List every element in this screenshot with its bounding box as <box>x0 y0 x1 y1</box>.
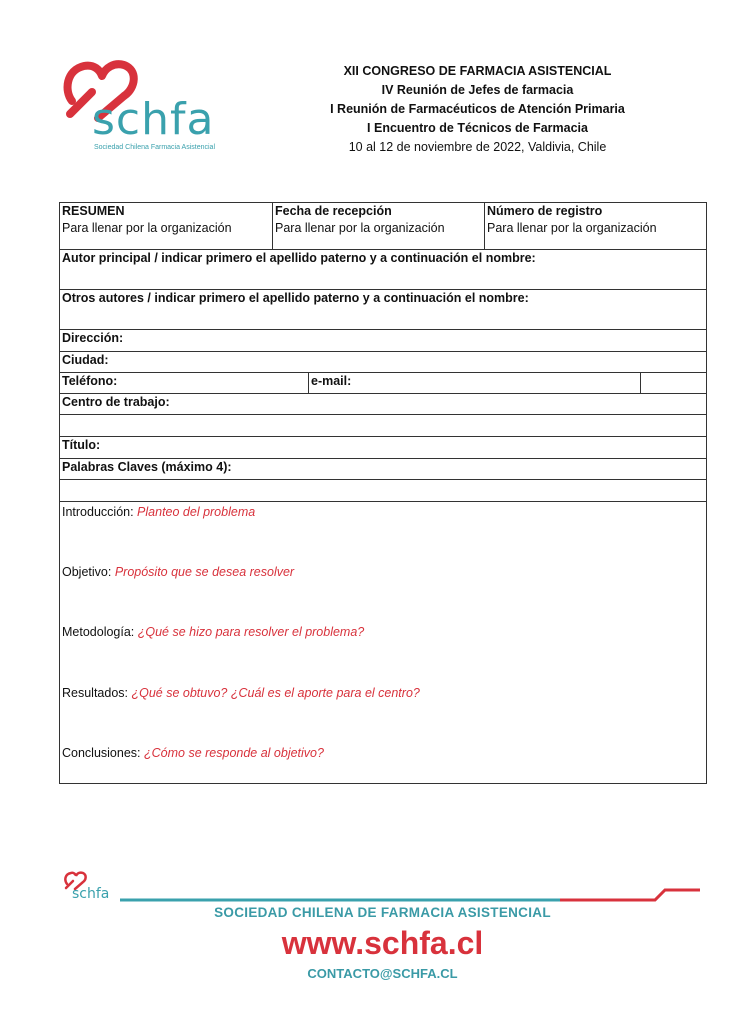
header-line-5: 10 al 12 de noviembre de 2022, Valdivia, Chile <box>348 140 607 154</box>
abstract-form <box>59 202 707 784</box>
fecha-title: Fecha de recepción <box>275 204 392 218</box>
autor-principal-row[interactable] <box>60 249 706 289</box>
header-line-4: I Encuentro de Técnicos de Farmacia <box>367 121 588 135</box>
centro-value-row[interactable] <box>60 414 706 436</box>
otros-autores-row[interactable] <box>60 289 706 329</box>
conclusiones-label: Conclusiones: <box>62 746 144 760</box>
telefono-label[interactable]: Teléfono: <box>62 374 118 388</box>
telefono-email-row <box>60 372 706 393</box>
resultados-hint: ¿Qué se obtuvo? ¿Cuál es el aporte para el centro? <box>131 686 420 700</box>
objetivo-section <box>62 565 294 579</box>
footer-divider <box>120 886 705 906</box>
palabras-label: Palabras Claves (máximo 4): <box>62 460 232 474</box>
intro-hint: Planteo del problema <box>137 505 256 519</box>
schfa-logo <box>62 56 237 156</box>
logo-tagline: Sociedad Chilena Farmacia Asistencial <box>94 144 216 151</box>
intro-label: Introducción: <box>62 505 138 519</box>
header-line-2: IV Reunión de Jefes de farmacia <box>381 83 574 97</box>
footer-logo <box>64 870 124 908</box>
form-header-row <box>60 203 706 249</box>
titulo-row[interactable] <box>60 436 706 458</box>
registro-title: Número de registro <box>487 204 603 218</box>
header-line-3: I Reunión de Farmacéuticos de Atención Primaria <box>330 102 625 116</box>
conclusiones-hint: ¿Cómo se responde al objetivo? <box>144 746 324 760</box>
resumen-title: RESUMEN <box>62 204 125 218</box>
congress-header <box>300 62 655 157</box>
centro-row[interactable] <box>60 393 706 414</box>
palabras-value-row[interactable] <box>60 479 706 501</box>
header-line-1: XII CONGRESO DE FARMACIA ASISTENCIAL <box>343 64 612 78</box>
ciudad-row[interactable] <box>60 351 706 372</box>
footer-logo-word: schfa <box>72 886 110 902</box>
footer-website-link[interactable]: www.schfa.cl <box>281 925 484 961</box>
email-label[interactable]: e-mail: <box>308 373 640 393</box>
otros-autores-label: Otros autores / indicar primero el apellido paterno y a continuación el nombre: <box>62 291 529 305</box>
metodologia-hint: ¿Qué se hizo para resolver el problema? <box>137 625 365 639</box>
autor-principal-label: Autor principal / indicar primero el apellido paterno y a continuación el nombre: <box>62 251 536 265</box>
registro-cell <box>484 203 706 249</box>
metodologia-label: Metodología: <box>62 625 138 639</box>
registro-sub: Para llenar por la organización <box>487 221 657 235</box>
footer-email-link[interactable]: CONTACTO@SCHFA.CL <box>307 966 458 981</box>
abstract-body[interactable] <box>60 501 706 783</box>
objetivo-label: Objetivo: <box>62 565 115 579</box>
resumen-cell <box>60 203 272 249</box>
titulo-label: Título: <box>62 438 101 452</box>
centro-label: Centro de trabajo: <box>62 395 170 409</box>
resumen-sub: Para llenar por la organización <box>62 221 232 235</box>
resultados-section <box>62 686 420 700</box>
palabras-row[interactable] <box>60 458 706 479</box>
fecha-sub: Para llenar por la organización <box>275 221 445 235</box>
resultados-label: Resultados: <box>62 686 132 700</box>
objetivo-hint: Propósito que se desea resolver <box>114 565 295 579</box>
metodologia-section <box>62 625 364 639</box>
email-extra-cell[interactable] <box>640 373 706 393</box>
direccion-label: Dirección: <box>62 331 124 345</box>
footer-org-name: SOCIEDAD CHILENA DE FARMACIA ASISTENCIAL <box>214 905 551 920</box>
fecha-cell <box>272 203 484 249</box>
intro-section <box>62 505 255 519</box>
logo-wordmark: schfa <box>92 94 215 145</box>
direccion-row[interactable] <box>60 329 706 351</box>
conclusiones-section <box>62 746 324 760</box>
ciudad-label: Ciudad: <box>62 353 109 367</box>
